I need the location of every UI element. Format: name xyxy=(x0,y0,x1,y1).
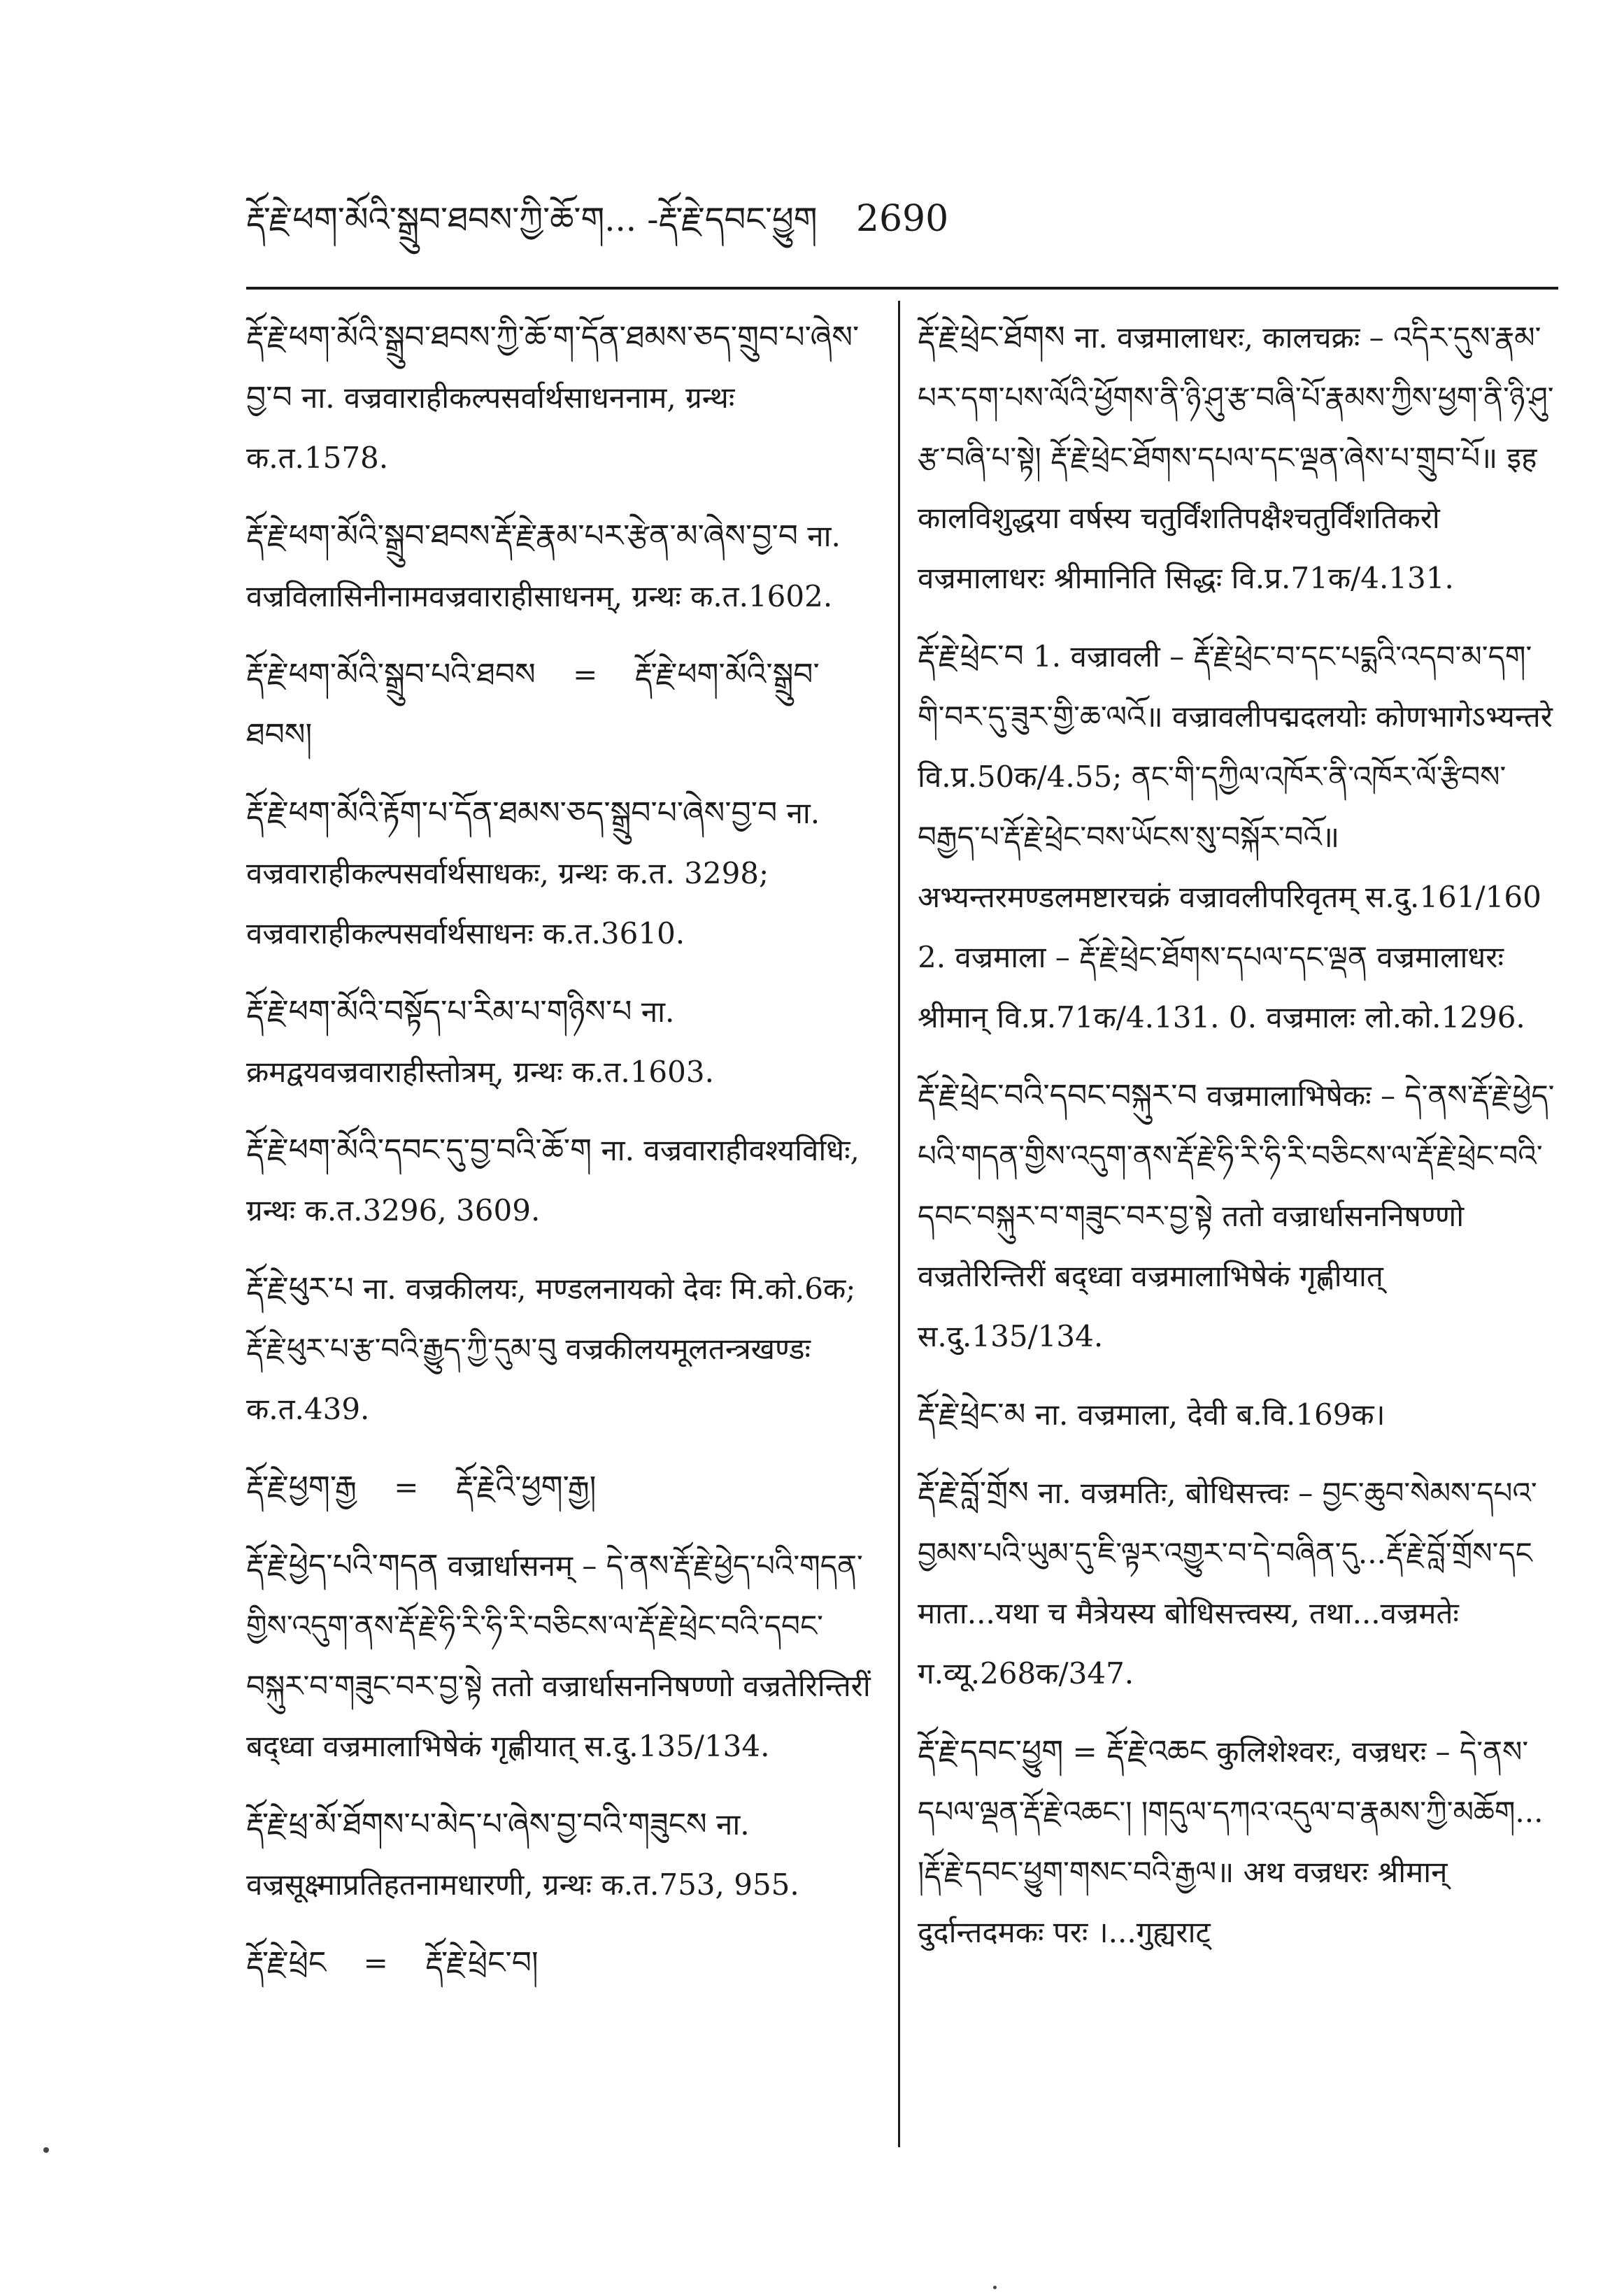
running-head: རྡོ་རྗེ་ཕག་མོའི་སྒྲུབ་ཐབས་ཀྱི་ཆོ་ག... -རྡོ་རྗེ་དབང་ཕྱུག xyxy=(246,200,818,239)
entry-headword: རྡོ་རྗེ་ཕྲེང་མ xyxy=(918,1397,1026,1432)
entry xyxy=(246,506,876,627)
entry-headword: རྡོ་རྗེ་ཕག་མོའི་དབང་དུ་བྱ་བའི་ཆོ་ག xyxy=(246,1132,592,1168)
entry-body: ना. वज्रमालाधरः, कालचक्रः – འདིར་དུས་རྣམ་པར་དག་པས་ལོའི་ཕྱོགས་ནི་ཉི་ཤུ་རྩ་བཞི་པོ་རྣམས་ཀྱིས་ཕྱག་ནི་ཉི་ཤུ་རྩ་བཞི་པ་སྟེ། རྡོ་རྗེ་ཕྲེང་ཐོགས་དཔལ་དང་ལྡན་ཞེས་པ་གྲུབ་པོ॥ इह कालविशुद्धया वर्षस्य चतुर्विंशतिपक्षैश्चतुर्विंशतिकरो वज्रमालाधरः श्रीमानिति सिद्धः वि.प्र.71क/4.131. xyxy=(918,320,1554,595)
entry xyxy=(246,1933,876,1993)
page-number: 2690 xyxy=(855,198,949,240)
entry-headword: རྡོ་རྗེ་ཕག་མོའི་སྒྲུབ་ཐབས་རྡོ་རྗེ་རྣམ་པར་རྩེན་མ་ཞེས་བྱ་བ xyxy=(246,518,798,554)
entry-body: ना. वज्रकीलयः, मण्डलनायको देवः मि.को.6क; རྡོ་རྗེ་ཕུར་པ་རྩ་བའི་རྒྱུད་ཀྱི་དུམ་བུ वज्रकीलयमूलतन्त्रखण्डः क.त.439. xyxy=(246,1272,856,1426)
entry xyxy=(246,1120,876,1241)
entry-headword: རྡོ་རྗེ་ཕྱག་རྒྱ xyxy=(246,1469,357,1505)
entry xyxy=(246,783,876,964)
cross-reference: རྡོ་རྗེ་ཕྲེང་བ། xyxy=(425,1945,539,1981)
entry-headword: རྡོ་རྗེ་ཕག་མོའི་རྟོག་པ་དོན་ཐམས་ཅད་སྒྲུབ་པ་ཞེས་བྱ་བ xyxy=(246,795,778,831)
entry-headword: རྡོ་རྗེ་ཕག་མོའི་སྒྲུབ་ཐབས་ཀྱི་ཆོ་ག་དོན་ཐམས་ཅད་གྲུབ་པ་ཞེས་བྱ་བ xyxy=(246,320,860,415)
entry-body: ना. क्रमद्वयवज्रवाराहीस्तोत्रम्, ग्रन्थः क.त.1603. xyxy=(246,995,714,1089)
entry-body: ना. वज्रविलासिनीनामवज्रवाराहीसाधनम्, ग्रन्थः क.त.1602. xyxy=(246,519,841,613)
entry xyxy=(918,1463,1558,1704)
entry xyxy=(918,627,1558,1048)
right-column xyxy=(918,308,1558,1981)
entry-headword: རྡོ་རྗེ་ཕྱེད་པའི་གདན xyxy=(246,1548,439,1583)
entry-body: ना. वज्रसूक्ष्माप्रतिहतनामधारणी, ग्रन्थः क.त.753, 955. xyxy=(246,1807,799,1902)
entry xyxy=(918,308,1558,608)
entry xyxy=(918,1722,1558,1963)
entry-headword: རྡོ་རྗེ་ཕྲེང་ཐོགས xyxy=(918,320,1065,355)
equals-sign: = xyxy=(363,1946,388,1980)
cross-reference: རྡོ་རྗེ་འཆང xyxy=(1106,1734,1207,1770)
entry-body: कुलिशेश्वरः, वज्रधरः – དེ་ནས་དཔལ་ལྡན་རྡོ་རྗེ་འཆང་། །གདུལ་དཀའ་འདུལ་བ་རྣམས་ཀྱི་མཆོག... །རྡོ་རྗེ་དབང་ཕྱུག་གསང་བའི་རྒྱལ॥ अथ वज्रधरः श्रीमान् दुर्दान्तदमकः परः ।...गुह्यराट् xyxy=(918,1735,1544,1949)
equals-sign: = xyxy=(1072,1735,1097,1769)
entry-body: वज्रार्धासनम् – དེ་ནས་རྡོ་རྗེ་ཕྱེད་པའི་གདན་གྱིས་འདུག་ནས་རྡོ་རྗེ་ཧི་རི་ཧི་རི་བཅིངས་ལ་རྡོ་རྗེ་ཕྲེང་བའི་དབང་བསྐུར་བ་གཟུང་བར་བྱ་སྟེ ततो वज्रार्धासननिषण्णो वज्रतेरिन्तिरीं बद्ध्वा वज्रमालाभिषेकं गृह्णीयात् स.दु.135/134. xyxy=(246,1549,871,1763)
entry-body: 1. वज्रावली – རྡོ་རྗེ་ཕྲེང་བ་དང་པདྨའི་འདབ་མ་དག་གི་བར་དུ་ཟུར་གྱི་ཆ་ལའོ॥ वज्रावलीपद्मदलयोः कोणभागेऽभ्यन्तरे वि.प्र.50क/4.55; ནང་གི་དཀྱིལ་འཁོར་ནི་འཁོར་ལོ་རྩིབས་བརྒྱད་པ་རྡོ་རྗེ་ཕྲེང་བས་ཡོངས་སུ་བསྐོར་བའོ॥ अभ्यन्तरमण्डलमष्टारचक्रं वज्रावलीपरिवृतम् स.दु.161/160 2. वज्रमाला – རྡོ་རྗེ་ཕྲེང་ཐོགས་དཔལ་དང་ལྡན वज्रमालाधरः श्रीमान् वि.प्र.71क/4.131. 0. वज्रमालः लो.को.1296. xyxy=(918,639,1553,1034)
equals-sign: = xyxy=(394,1470,419,1504)
entry-headword: རྡོ་རྗེ་ཕུར་པ xyxy=(246,1271,354,1307)
entry xyxy=(918,1066,1558,1367)
scan-speck xyxy=(43,2147,49,2153)
entry xyxy=(246,1795,876,1915)
entry-headword: རྡོ་རྗེ་ཕྲེང xyxy=(246,1945,327,1981)
entry-headword: རྡོ་རྗེ་ཕག་མོའི་བསྟོད་པ་རིམ་པ་གཉིས་པ xyxy=(246,994,632,1030)
entry-body: ना. वज्रमाला, देवी ब.वि.169क। xyxy=(1034,1397,1386,1432)
entry-headword: རྡོ་རྗེ་ཕག་མོའི་སྒྲུབ་པའི་ཐབས xyxy=(246,657,536,692)
header-rule xyxy=(246,287,1558,290)
entry-body: ना. वज्रवाराहीकल्पसर्वार्थसाधकः, ग्रन्थः क.त. 3298; वज्रवाराहीकल्पसर्वार्थसाधनः क.त.3610. xyxy=(246,796,820,951)
entry xyxy=(246,645,876,765)
entry xyxy=(918,1385,1558,1445)
entry-body: वज्रमालाभिषेकः – དེ་ནས་རྡོ་རྗེ་ཕྱེད་པའི་གདན་གྱིས་འདུག་ནས་རྡོ་རྗེ་ཧི་རི་ཧི་རི་བཅིངས་ལ་རྡོ་རྗེ་ཕྲེང་བའི་དབང་བསྐུར་བ་གཟུང་བར་བྱ་སྟེ ततो वज्रार्धासननिषण्णो वज्रतेरिन्तिरीं बद्ध्वा वज्रमालाभिषेकं गृह्णीयात् स.दु.135/134. xyxy=(918,1079,1555,1353)
left-column xyxy=(246,308,876,2012)
page-header xyxy=(246,187,1575,250)
entry xyxy=(246,1458,876,1518)
entry xyxy=(246,308,876,488)
equals-sign: = xyxy=(573,657,598,692)
entry-headword: རྡོ་རྗེ་ཕྲེང་བ xyxy=(918,639,1024,674)
entry-headword: རྡོ་རྗེ་བློ་གྲོས xyxy=(918,1475,1029,1511)
entry xyxy=(246,1259,876,1439)
entry-headword: རྡོ་རྗེ་ཕྲེང་བའི་དབང་བསྐུར་བ xyxy=(918,1078,1197,1113)
column-divider xyxy=(898,301,900,2147)
entry xyxy=(246,982,876,1102)
scan-speck xyxy=(993,2286,997,2289)
entry-headword: རྡོ་རྗེ་དབང་ཕྱུག xyxy=(918,1734,1064,1770)
cross-reference: རྡོ་རྗེའི་ཕྱག་རྒྱ། xyxy=(455,1469,597,1505)
entry-body: ना. वज्रवाराहीकल्पसर्वार्थसाधननाम, ग्रन्थः क.त.1578. xyxy=(246,380,735,475)
entry xyxy=(246,1536,876,1777)
entry-body: ना. वज्रमतिः, बोधिसत्त्वः – བྱང་ཆུབ་སེམས་དཔའ་བྱམས་པའི་ཡུམ་དུ་ཇི་ལྟར་འགྱུར་བ་དེ་བཞིན་དུ...རྡོ་རྗེ་བློ་གྲོས་དང माता...यथा च मैत्रेयस्य बोधिसत्त्वस्य, तथा...वज्रमतेः ग.व्यू.268क/347. xyxy=(918,1476,1537,1690)
cross-reference: རྡོ་རྗེ་ཕག་མོའི་སྒྲུབ་ཐབས། xyxy=(246,657,820,753)
entry-headword: རྡོ་རྗེ་ཕྲ་མོ་ཐོགས་པ་མེད་པ་ཞེས་བྱ་བའི་གཟུངས xyxy=(246,1807,707,1842)
entry-body: ना. वज्रवाराहीवश्यविधिः, ग्रन्थः क.त.3296, 3609. xyxy=(246,1133,860,1227)
